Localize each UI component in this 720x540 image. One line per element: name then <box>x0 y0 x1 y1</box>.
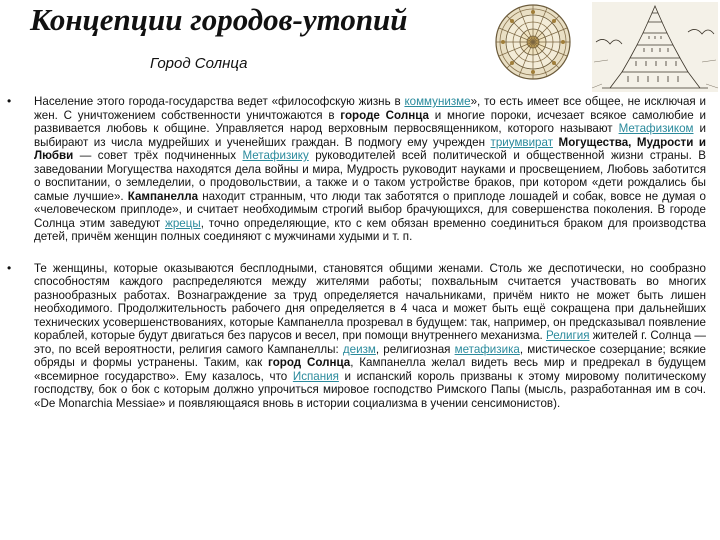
text-run: и испанский король призваны к этому мировому политическому господству, бок о бок с которым должно упрочиться мировое господство Римского Папы (мысль, разработанная им в соч. «De Monarchia Messiae» и появляющаяся вновь в истории социализма в учении сенсимонистов). <box>34 369 706 410</box>
text-run: находит странным, что люди так заботятся о приплоде лошадей и собак, вовсе не думая о «человеческом приплоде», и считает необходимым строгий выбор брачующихся, для совершенства поколения. В городе Солнца этим заведуют <box>34 189 706 230</box>
bullet-icon: • <box>7 94 12 108</box>
text-run: жителей г. Солнца — это, по всей вероятности, религия самого Кампанеллы: <box>34 329 706 356</box>
text-run: », то есть имеет все общее, не исключая и жен. С уничтожением собственности уничтожаются в <box>34 95 706 122</box>
term-link[interactable]: деизм <box>342 342 376 356</box>
paragraph-2 <box>7 260 707 411</box>
term-link[interactable]: Испания <box>292 369 339 383</box>
text-run: , Кампанелла желал видеть весь мир и предрекал в будущем «всемирное государство». Ему казалось, что <box>34 356 707 383</box>
bullet-icon: • <box>7 260 12 275</box>
text-run: , мистическое созерцание; всякие обряды и формы устранены. Таким, как <box>34 342 706 369</box>
text-run: , религиозная <box>375 342 455 356</box>
term-link[interactable]: коммунизме <box>404 95 471 108</box>
text-run: и выбирают из числа мудрейших и ученейших граждан. В подмогу ему учрежден <box>34 122 706 149</box>
term-link[interactable]: Метафизиком <box>618 122 694 135</box>
text-run: Те женщины, которые оказываются бесплодными, становятся общими женами. Столь же деспотически, но сообразно способностям каждого распределяются между жителями работы; похвальным считается участвовать во многих разнообразных работах. Вознаграждение за труд определяется начальниками, причём никто не может быть лишен необходимого. Продолжительность рабочего дня определяется в 4 часа и может быть ещё сокращена при дальнейших технических усовершенствованиях, которые Кампанелла прозревал в будущем: так, например, он предсказывал появление кораблей, которые будут двигаться без парусов и весел, при помощи внутреннего механизма. <box>34 261 706 342</box>
term-link[interactable]: Метафизику <box>242 149 309 162</box>
paragraph-text <box>34 262 706 410</box>
text-run: Население этого города-государства ведет «философскую жизнь в <box>34 95 405 108</box>
bold-term: город Солнца <box>268 356 351 369</box>
term-link[interactable]: Религия <box>545 329 590 342</box>
bold-term: Могущества, Мудрости и Любви <box>34 135 706 162</box>
term-link[interactable]: триумвират <box>490 135 554 149</box>
text-run: — совет трёх подчиненных <box>73 149 243 162</box>
text-run: и многие пороки, исчезает всякое самолюбие и развивается любовь к общине. Управляется народ верховным первосвященником, которого называют <box>34 108 706 135</box>
term-link[interactable]: метафизика <box>454 342 520 356</box>
paragraph-text <box>34 95 706 243</box>
bold-term: городе Солнца <box>340 108 429 122</box>
page-title: Концепции городов-утопий <box>30 2 408 37</box>
text-run: руководителей всей политической и общественной жизни страны. В заведовании Могущества находятся дела войны и мира, Мудрость руководит науками и просвещением, Любовь заботится о воспитании, о земледелии, о продовольствии, а также и о таком устройстве браков, при котором «дети рождались бы самые лучшие». <box>34 149 706 203</box>
main-content <box>0 95 720 410</box>
term-link[interactable]: жрецы <box>165 216 201 230</box>
text-run: , точно определяющие, кто с кем обязан временно соединиться браком для производства детей, причём женщин полных соединяют с мужчинами худыми и т. п. <box>34 216 707 243</box>
city-engraving-image <box>592 2 718 92</box>
paragraph-1 <box>7 94 707 244</box>
sun-city-emblem-image <box>487 2 579 82</box>
page-subtitle: Город Солнца <box>150 55 248 72</box>
bold-term: Кампанелла <box>127 189 199 203</box>
